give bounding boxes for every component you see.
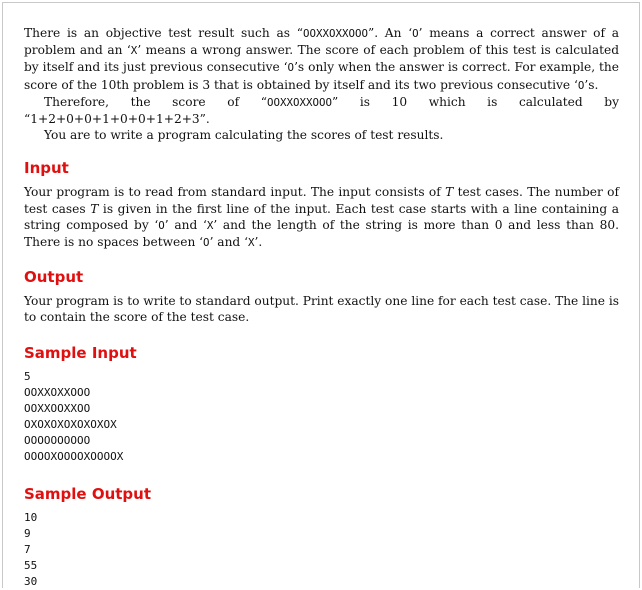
text-span: ”. An ‘ — [367, 26, 413, 40]
variable-span: T — [90, 201, 99, 216]
code-span: O — [577, 78, 585, 92]
text-span: ’ and ‘ — [209, 235, 248, 250]
variable-span: T — [445, 185, 454, 200]
problem-statement-paragraph-3: You are to write a program calculating the scores of test results. — [44, 128, 444, 143]
sample-input-heading: Sample Input — [24, 343, 137, 362]
text-span: is given in the first line of the input. Each test case starts with a line containing a string composed by ‘ — [24, 201, 619, 232]
text-span: Your program is to read from standard input. The input consists of — [24, 185, 446, 200]
problem-statement-paragraph-2 — [24, 94, 619, 127]
input-heading: Input — [24, 159, 69, 178]
text-span: Therefore, the score of “ — [44, 94, 267, 109]
text-span: test cases. The number of test cases — [24, 185, 619, 216]
output-heading: Output — [24, 268, 84, 287]
text-span: ’s. — [584, 77, 599, 92]
code-span: X — [206, 218, 214, 232]
text-span: ’ and ‘ — [164, 217, 207, 232]
sample-input-block: 5 OOXXOXXOOO OOXXOOXXOO OXOXOXOXOXOXOX OOOOOOOOOO OOOOXOOOOXOOOOX — [24, 369, 124, 463]
sample-output-heading: Sample Output — [24, 484, 152, 503]
code-span: OOXXOXXOOO — [266, 95, 332, 109]
problem-content — [24, 25, 619, 588]
code-span: O — [412, 27, 419, 40]
input-description — [24, 184, 619, 251]
text-span: ’s only when the answer is correct. For example, the score of the 10th problem is 3 that is obtained by itself and its two previous consecutive ‘ — [24, 60, 619, 92]
problem-page — [2, 2, 640, 588]
text-span: ’ means a wrong answer. The score of each problem of this test is calculated by itself and its just previous consecutive ‘ — [24, 43, 619, 75]
code-span: X — [130, 44, 138, 58]
output-description: Your program is to write to standard output. Print exactly one line for each test case. The line is to contain the score of the test case. — [24, 294, 620, 325]
text-span: ” is 10 which is calculated by “1+2+0+0+1+0+0+1+2+3”. — [24, 94, 619, 127]
code-span: X — [247, 236, 255, 250]
text-span: There is an objective test result such as “ — [24, 26, 303, 40]
text-span: ’ means a correct answer of a problem and an ‘ — [24, 26, 619, 58]
code-span: O — [158, 218, 165, 232]
sample-output-block: 10 9 7 55 30 — [24, 510, 38, 588]
problem-statement-paragraph-1 — [24, 25, 619, 94]
text-span: ’ and the length of the string is more than 0 and less than 80. There is no spaces between ‘ — [24, 217, 620, 250]
code-span: O — [287, 61, 295, 75]
code-span: OOXXOXXOOO — [302, 27, 368, 40]
code-span: O — [203, 236, 210, 250]
text-span: ’. — [254, 235, 263, 250]
